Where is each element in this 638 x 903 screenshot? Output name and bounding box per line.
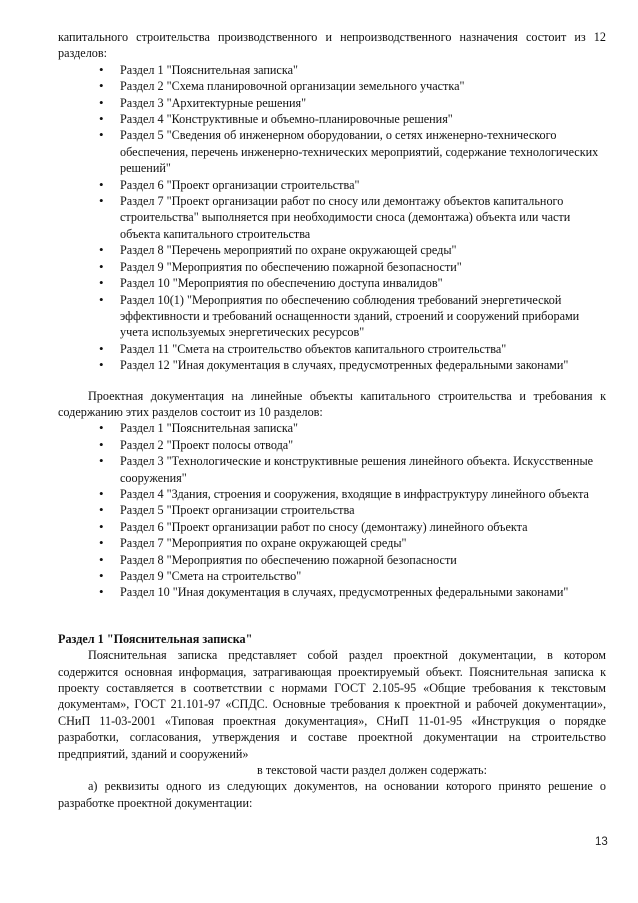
sections-list-linear <box>58 420 606 600</box>
list-item: • Раздел 10 "Иная документация в случаях, предусмотренных федеральными законами" <box>58 584 606 600</box>
spacer <box>58 601 606 617</box>
list-item: • Раздел 9 "Смета на строительство" <box>58 568 606 584</box>
explanatory-note-paragraph: Пояснительная записка представляет собой раздел проектной документации, в котором содержится основная информация, затрагивающая проектируемый объект. Пояснительная записка к проекту составляется в соответствии с нормами ГОСТ 2.105-95 «Общие требования к текстовым документам», ГОСТ 21.101-97 «СПДС. Основные требования к проектной и рабочей документации», СНиП 11-03-2001 «Типовая проектная документация», СНиП 11-01-95 «Инструкция о порядке разработки, согласования, утверждения и составе проектной документации на строительство предприятий, зданий и сооружений» <box>58 648 606 761</box>
list-item: • Раздел 10(1) "Мероприятия по обеспечению соблюдения требований энергетической эффективности и требований оснащенности зданий, строений и сооружений приборами учета используемых энергетических ресурсов" <box>58 292 606 341</box>
list-item: • Раздел 6 "Проект организации работ по сносу (демонтажу) линейного объекта <box>58 519 606 535</box>
list-item: • Раздел 8 "Мероприятия по обеспечению пожарной безопасности <box>58 552 606 568</box>
list-item: • Раздел 7 "Мероприятия по охране окружающей среды" <box>58 535 606 551</box>
centered-line: в текстовой части раздел должен содержать: <box>257 763 487 778</box>
list-item: • Раздел 11 "Смета на строительство объектов капитального строительства" <box>58 341 606 357</box>
spacer <box>58 374 606 388</box>
list-item: • Раздел 2 "Схема планировочной организации земельного участка" <box>58 78 606 94</box>
list-item: • Раздел 5 "Проект организации строительства <box>58 502 606 518</box>
list-item: • Раздел 2 "Проект полосы отвода" <box>58 437 606 453</box>
list-item: • Раздел 3 "Архитектурные решения" <box>58 95 606 111</box>
list-item: • Раздел 1 "Пояснительная записка" <box>58 62 606 78</box>
list-item: • Раздел 3 "Технологические и конструктивные решения линейного объекта. Искусственные сооружения" <box>58 453 606 486</box>
item-a-paragraph: а) реквизиты одного из следующих документов, на основании которого принято решение о разработке проектной документации: <box>58 779 606 810</box>
list-item: • Раздел 4 "Конструктивные и объемно-планировочные решения" <box>58 111 606 127</box>
list-item: • Раздел 12 "Иная документация в случаях, предусмотренных федеральными законами" <box>58 357 606 373</box>
list-item: • Раздел 10 "Мероприятия по обеспечению доступа инвалидов" <box>58 275 606 291</box>
list-item: • Раздел 6 "Проект организации строительства" <box>58 177 606 193</box>
list-item: • Раздел 1 "Пояснительная записка" <box>58 420 606 436</box>
spacer <box>58 617 606 631</box>
list-item: • Раздел 8 "Перечень мероприятий по охране окружающей среды" <box>58 242 606 258</box>
list-item: • Раздел 4 "Здания, строения и сооружения, входящие в инфраструктуру линейного объекта <box>58 486 606 502</box>
sections-list-capital <box>58 62 606 374</box>
list-item: • Раздел 5 "Сведения об инженерном оборудовании, о сетях инженерно-технического обеспечения, перечень инженерно-технических мероприятий, содержание технологических решений" <box>58 127 606 176</box>
page-number: 13 <box>595 836 608 848</box>
list-item: • Раздел 7 "Проект организации работ по сносу или демонтажу объектов капитального строительства" выполняется при необходимости сноса (демонтажа) объекта или части объекта капитального строительства <box>58 193 606 242</box>
page-content <box>58 29 606 811</box>
list-item: • Раздел 9 "Мероприятия по обеспечению пожарной безопасности" <box>58 259 606 275</box>
section-heading: Раздел 1 "Пояснительная записка" <box>58 631 253 646</box>
intro-paragraph: капитального строительства производственного и непроизводственного назначения состоит из 12 разделов: <box>58 30 606 61</box>
linear-objects-paragraph: Проектная документация на линейные объекты капитального строительства и требования к содержанию этих разделов состоит из 10 разделов: <box>58 388 606 419</box>
